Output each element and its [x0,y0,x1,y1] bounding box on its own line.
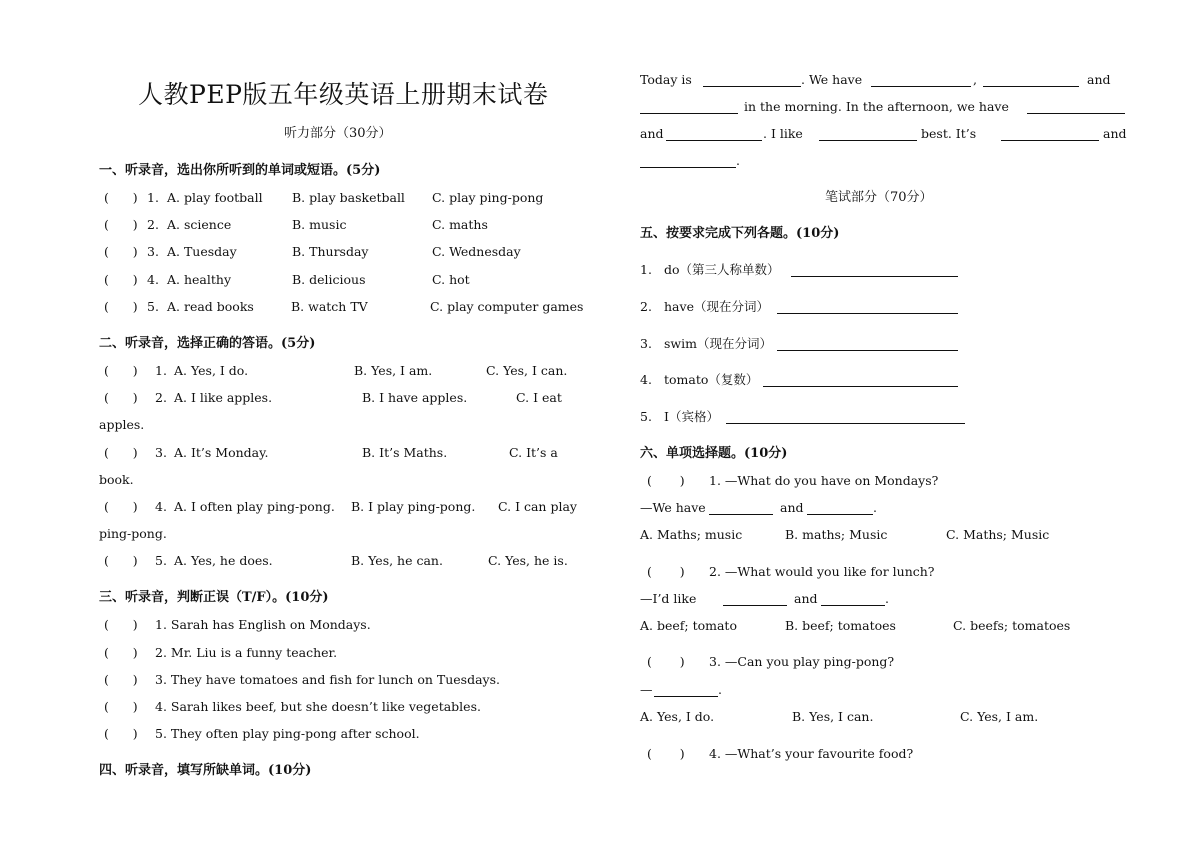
listening-subtitle: 听力部分（30分） [284,126,392,141]
option-a: A. I like apples. [174,390,273,405]
answer-prompt: . [885,591,889,606]
answer-paren[interactable]: ( ) [647,654,685,669]
answer-paren[interactable]: ( ) [104,217,138,232]
section-6-heading: 六、单项选择题。(10分) [640,446,788,461]
option-a: A. beef; tomato [640,618,737,633]
blank-line[interactable] [983,86,1079,87]
passage-text: . [736,153,740,168]
answer-paren[interactable]: ( ) [104,726,138,741]
answer-paren[interactable]: ( ) [647,473,685,488]
passage-text: and [640,126,664,141]
section-1-heading: 一、听录音，选出你所听到的单词或短语。(5分) [99,163,381,178]
answer-paren[interactable]: ( ) [104,190,138,205]
option-a: A. Tuesday [167,244,237,259]
answer-line[interactable] [726,423,965,424]
blank-line[interactable] [666,140,762,141]
answer-prompt: . [873,500,877,515]
option-c: C. play ping-pong [432,190,544,205]
option-a: A. read books [167,299,254,314]
option-b: B. Yes, I am. [354,363,433,378]
option-continuation: book. [99,472,134,487]
question-number: 3. [147,244,159,259]
answer-paren[interactable]: ( ) [647,746,685,761]
blank-line[interactable] [640,167,736,168]
answer-prompt: and [794,591,818,606]
answer-prompt: . [718,682,722,697]
answer-prompt: and [780,500,804,515]
blank-line[interactable] [1001,140,1099,141]
answer-paren[interactable]: ( ) [104,499,138,514]
passage-text: in the morning. In the afternoon, we have [744,99,1009,114]
option-continuation: ping-pong. [99,526,167,541]
question-number: 1. [147,190,159,205]
writing-subtitle: 笔试部分（70分） [825,190,933,205]
statement: 2. Mr. Liu is a funny teacher. [155,645,338,660]
blank-line[interactable] [871,86,971,87]
passage-text: , [973,72,977,87]
option-b: B. maths; Music [785,527,888,542]
option-c: C. It’s a [509,445,558,460]
question-number: 2. [155,390,167,405]
option-a: A. Maths; music [640,527,743,542]
answer-paren[interactable]: ( ) [104,299,138,314]
question-number: 5. [147,299,159,314]
question-text: 2. —What would you like for lunch? [709,564,935,579]
blank-line[interactable] [709,514,773,515]
option-c: C. maths [432,217,488,232]
answer-paren[interactable]: ( ) [104,244,138,259]
section-4-heading: 四、听录音，填写所缺单词。(10分) [99,763,312,778]
option-b: B. beef; tomatoes [785,618,896,633]
page-title: 人教PEP版五年级英语上册期末试卷 [138,80,549,109]
option-c: C. Wednesday [432,244,521,259]
option-b: B. Yes, he can. [351,553,443,568]
item-prompt: swim（现在分词） [664,336,772,351]
item-number: 5. [640,409,652,424]
passage-text: . We have [801,72,863,87]
answer-paren[interactable]: ( ) [647,564,685,579]
statement: 1. Sarah has English on Mondays. [155,617,371,632]
option-a: A. Yes, I do. [174,363,249,378]
item-prompt: tomato（复数） [664,372,759,387]
option-b: B. play basketball [292,190,405,205]
question-text: 3. —Can you play ping-pong? [709,654,895,669]
option-b: B. Thursday [292,244,369,259]
item-prompt: do（第三人称单数） [664,262,780,277]
blank-line[interactable] [640,113,738,114]
answer-line[interactable] [791,276,958,277]
passage-text: best. It’s [921,126,977,141]
passage-text: and [1103,126,1127,141]
answer-paren[interactable]: ( ) [104,272,138,287]
answer-paren[interactable]: ( ) [104,699,138,714]
option-c: C. I eat [516,390,562,405]
option-b: B. music [292,217,347,232]
answer-paren[interactable]: ( ) [104,672,138,687]
passage-text: . I like [763,126,803,141]
item-number: 1. [640,262,652,277]
option-c: C. I can play [498,499,577,514]
item-prompt: I（宾格） [664,409,719,424]
section-5-heading: 五、按要求完成下列各题。(10分) [640,226,840,241]
item-prompt: have（现在分词） [664,299,769,314]
section-3-heading: 三、听录音，判断正误（T/F）。(10分) [99,590,329,605]
blank-line[interactable] [723,605,787,606]
option-a: A. healthy [167,272,232,287]
option-a: A. play football [167,190,263,205]
item-number: 2. [640,299,652,314]
question-number: 5. [155,553,167,568]
option-a: A. Yes, he does. [174,553,273,568]
answer-paren[interactable]: ( ) [104,553,138,568]
option-c: C. Maths; Music [946,527,1050,542]
answer-line[interactable] [777,350,958,351]
passage-text: and [1087,72,1111,87]
question-number: 4. [155,499,167,514]
item-number: 4. [640,372,652,387]
question-number: 1. [155,363,167,378]
passage-text: Today is [640,72,692,87]
option-a: A. It’s Monday. [174,445,269,460]
answer-prompt: —I’d like [640,591,697,606]
answer-line[interactable] [777,313,958,314]
blank-line[interactable] [1027,113,1125,114]
section-2-heading: 二、听录音，选择正确的答语。(5分) [99,336,316,351]
option-c: C. hot [432,272,470,287]
answer-paren[interactable]: ( ) [104,363,138,378]
option-c: C. beefs; tomatoes [953,618,1071,633]
answer-prompt: — [640,682,653,697]
option-a: A. Yes, I do. [640,709,715,724]
option-continuation: apples. [99,417,145,432]
question-text: 1. —What do you have on Mondays? [709,473,939,488]
statement: 4. Sarah likes beef, but she doesn’t like vegetables. [155,699,481,714]
statement: 5. They often play ping-pong after school. [155,726,420,741]
option-b: B. delicious [292,272,366,287]
question-number: 2. [147,217,159,232]
blank-line[interactable] [821,605,885,606]
statement: 3. They have tomatoes and fish for lunch on Tuesdays. [155,672,500,687]
answer-paren[interactable]: ( ) [104,617,138,632]
answer-line[interactable] [763,386,958,387]
option-a: A. science [167,217,232,232]
option-c: C. Yes, I can. [486,363,568,378]
option-c: C. Yes, I am. [960,709,1039,724]
blank-line[interactable] [654,696,718,697]
question-text: 4. —What’s your favourite food? [709,746,914,761]
answer-paren[interactable]: ( ) [104,390,138,405]
blank-line[interactable] [807,514,873,515]
answer-prompt: —We have [640,500,706,515]
option-b: B. I play ping-pong. [351,499,476,514]
option-c: C. Yes, he is. [488,553,568,568]
answer-paren[interactable]: ( ) [104,645,138,660]
option-b: B. Yes, I can. [792,709,874,724]
blank-line[interactable] [819,140,917,141]
blank-line[interactable] [703,86,801,87]
question-number: 3. [155,445,167,460]
question-number: 4. [147,272,159,287]
item-number: 3. [640,336,652,351]
option-b: B. It’s Maths. [362,445,448,460]
answer-paren[interactable]: ( ) [104,445,138,460]
option-b: B. I have apples. [362,390,468,405]
option-c: C. play computer games [430,299,584,314]
option-b: B. watch TV [291,299,368,314]
option-a: A. I often play ping-pong. [174,499,335,514]
